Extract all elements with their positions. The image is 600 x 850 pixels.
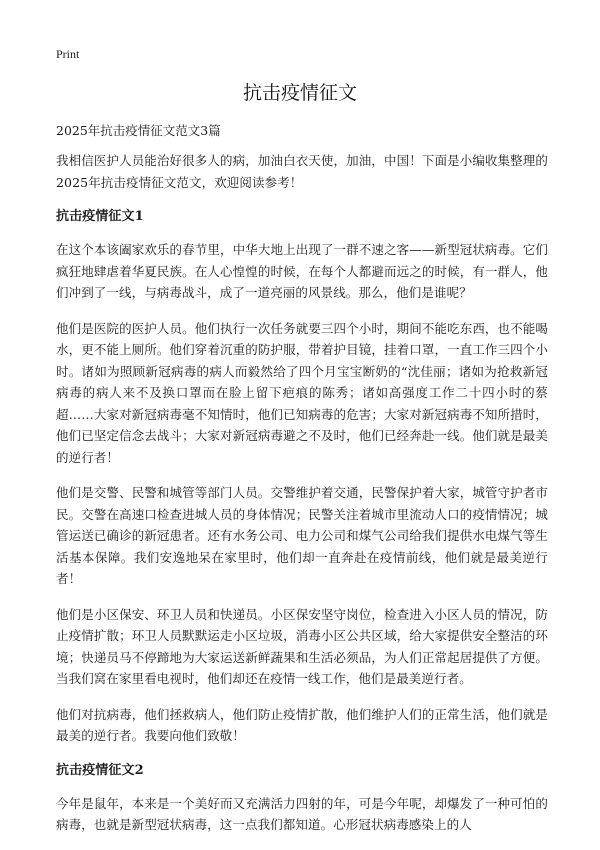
paragraph: 他们对抗病毒，他们拯救病人，他们防止疫情扩散，他们维护人们的正常生活，他们就是最美的逆行者。我要向他们致敬！ [56, 706, 548, 743]
paragraph: 他们是医院的医护人员。他们执行一次任务就要三四个小时，期间不能吃东西，也不能喝水，更不能上厕所。他们穿着沉重的防护服，带着护目镜，挂着口罩，一直工作三四个小时。诸如为照顾新冠病毒的病人而毅然给了四个月宝宝断奶的“沈佳丽；诸如为抢救新冠病毒的病人来不及换口罩而在脸上留下疤痕的陈秀；诸如高强度工作二十四小时的蔡超……大家对新冠病毒毫不知情时，他们已知病毒的危害；大家对新冠病毒不知所措时，他们已坚定信念去战斗；大家对新冠病毒避之不及时，他们已经奔赴一线。他们就是最美的逆行者！ [56, 320, 548, 465]
document-subtitle: 2025年抗击疫情征文范文3篇 [56, 123, 221, 138]
print-link[interactable]: Print [56, 47, 80, 61]
paragraph: 今年是鼠年，本来是一个美好而又充满活力四射的年，可是今年呢，却爆发了一种可怕的病毒，也就是新型冠状病毒，这一点我们都知道。心形冠状病毒感染上的人 [56, 795, 548, 832]
paragraph: 在这个本该阖家欢乐的春节里，中华大地上出现了一群不速之客——新型冠状病毒。它们疯狂地肆虐着华夏民族。在人心惶惶的时候，在每个人都避而远之的时候，有一群人，他们冲到了一线，与病毒战斗，成了一道亮丽的风景线。那么，他们是谁呢？ [56, 242, 548, 300]
article-body [56, 150, 548, 850]
paragraph: 他们是交警、民警和城管等部门人员。交警维护着交通，民警保护着大家，城管守护者市民。交警在高速口检查进城人员的身体情况；民警关注着城市里流动人口的疫情情况；城管运送已确诊的新冠患者。还有水务公司、电力公司和煤气公司给我们提供水电煤气等生活基本保障。我们安逸地呆在家里时，他们却一直奔赴在疫情前线，他们就是最美逆行者！ [56, 485, 548, 586]
intro-paragraph: 我相信医护人员能治好很多人的病，加油白衣天使，加油，中国！下面是小编收集整理的2025年抗击疫情征文范文，欢迎阅读参考！ [56, 153, 548, 190]
page-title: 抗击疫情征文 [242, 82, 357, 104]
paragraph: 他们是小区保安、环卫人员和快递员。小区保安坚守岗位，检查进入小区人员的情况，防止疫情扩散；环卫人员默默运走小区垃圾，消毒小区公共区域，给大家提供安全整洁的环境；快递员马不停蹄地为大家运送新鲜蔬果和生活必须品，为人们正常起居提供了方便。当我们窝在家里看电视时，他们却还在疫情一线工作，他们是最美逆行者。 [56, 606, 548, 686]
section-heading: 抗击疫情征文2 [56, 762, 144, 778]
section-heading: 抗击疫情征文1 [56, 209, 144, 224]
